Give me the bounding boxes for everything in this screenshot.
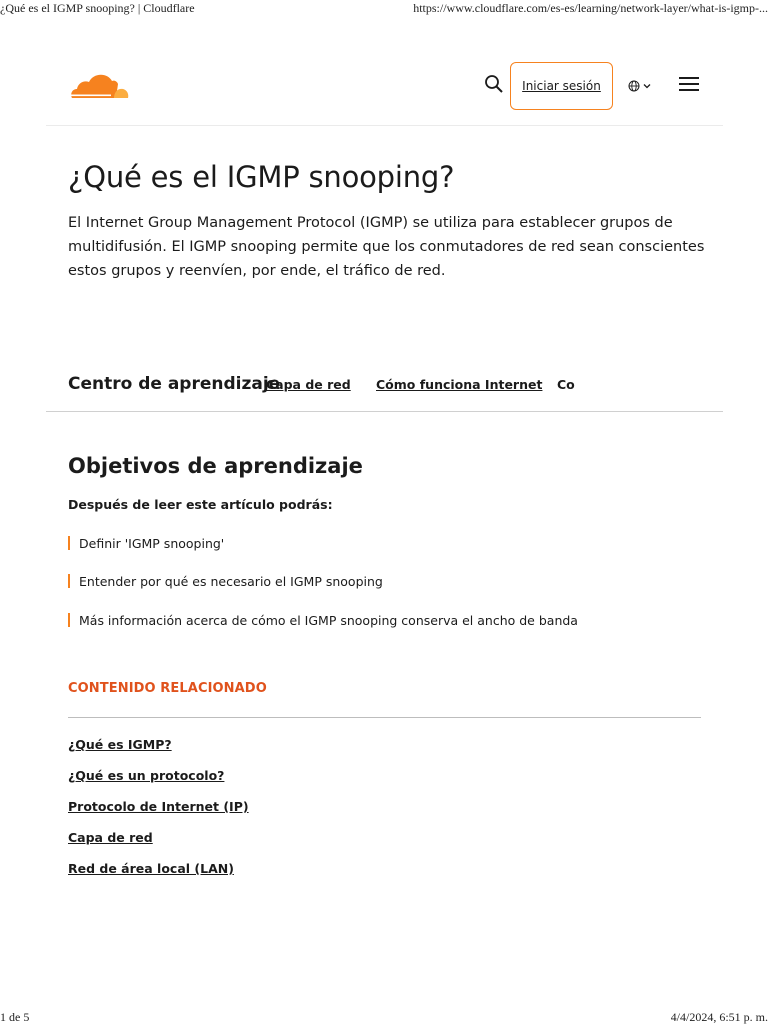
print-tab-title: ¿Qué es el IGMP snooping? | Cloudflare <box>0 1 195 15</box>
print-header <box>0 1 768 16</box>
bullet-bar-icon <box>68 536 70 550</box>
nav-link-truncated[interactable]: Co <box>557 377 575 392</box>
print-datetime: 4/4/2024, 6:51 p. m. <box>670 1010 768 1024</box>
print-url: https://www.cloudflare.com/es-es/learning/network-layer/what-is-igmp-... <box>413 1 768 15</box>
bullet-bar-icon <box>68 613 70 627</box>
related-link-protocolo[interactable]: ¿Qué es un protocolo? <box>68 768 225 783</box>
bullet-bar-icon <box>68 574 70 588</box>
cloudflare-logo-icon[interactable] <box>68 70 130 100</box>
objectives-title: Objetivos de aprendizaje <box>68 454 363 478</box>
intro-paragraph: El Internet Group Management Protocol (IGMP) se utiliza para establecer grupos de multidifusión. El IGMP snooping permite que los conmutadores de red sean conscientes estos grupos y reenvíen, por ende, el tráfico de red. <box>68 215 705 279</box>
site-header <box>46 50 723 126</box>
related-link-ip[interactable]: Protocolo de Internet (IP) <box>68 799 249 814</box>
globe-icon <box>628 80 640 92</box>
print-page-count: 1 de 5 <box>0 1010 30 1024</box>
page-title: ¿Qué es el IGMP snooping? <box>68 160 455 194</box>
objective-item: Más información acerca de cómo el IGMP snooping conserva el ancho de banda <box>68 611 578 629</box>
related-link-lan[interactable]: Red de área local (LAN) <box>68 861 234 876</box>
search-icon[interactable] <box>482 72 506 96</box>
hamburger-menu-icon[interactable] <box>679 74 699 94</box>
print-footer <box>0 1010 768 1024</box>
language-selector[interactable] <box>628 76 658 96</box>
related-link-igmp[interactable]: ¿Qué es IGMP? <box>68 737 172 752</box>
objective-item: Entender por qué es necesario el IGMP snooping <box>68 572 383 590</box>
objective-item: Definir 'IGMP snooping' <box>68 534 224 552</box>
related-link-capa-de-red[interactable]: Capa de red <box>68 830 153 845</box>
nav-link-capa-de-red[interactable]: Capa de red <box>266 377 351 392</box>
learning-center-nav <box>46 360 723 412</box>
learning-center-title: Centro de aprendizaje <box>68 374 281 394</box>
related-content-title: CONTENIDO RELACIONADO <box>68 681 267 696</box>
signin-button[interactable]: Iniciar sesión <box>510 62 613 110</box>
nav-link-como-funciona-internet[interactable]: Cómo funciona Internet <box>376 377 543 392</box>
related-divider <box>68 717 701 718</box>
chevron-down-icon <box>643 82 651 90</box>
objectives-subtitle: Después de leer este artículo podrás: <box>68 497 333 512</box>
